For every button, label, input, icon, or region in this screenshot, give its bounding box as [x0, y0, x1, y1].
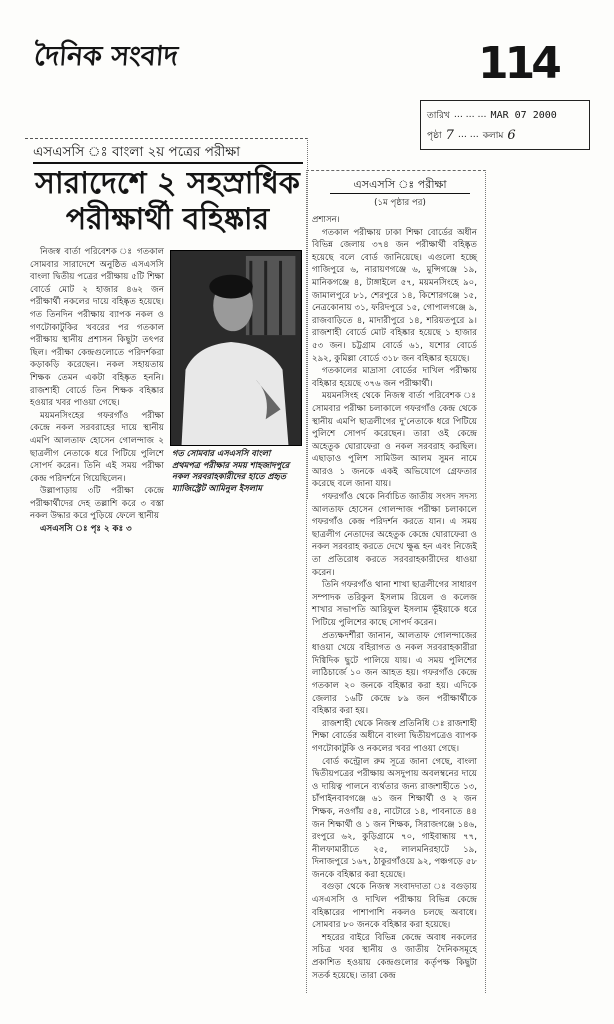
- stamp-page-row: [427, 125, 583, 145]
- headline-line-1: সারাদেশে ২ সহস্রাধিক: [35, 166, 300, 201]
- stamp-date-label: তারিখ: [427, 110, 450, 121]
- paragraph: ময়মনসিংহের গফরগাঁও পরীক্ষা কেন্দ্রে নকল সরবরাহের দায়ে স্থানীয় এমপি আলতাফ হোসেন গোলন্দাজ ২ ছাত্রলীগ নেতাকে ধরে পিটিয়ে পুলিশে সোপর্দ করেন। তিনি এই সময় পরীক্ষা কেন্দ্র পরিদর্শনে গিয়েছিলেন।: [30, 410, 164, 484]
- continuation-note: এসএসসি ঃ পৃঃ ২ কঃ ৩: [40, 524, 132, 535]
- stamp-date-value: MAR 07 2000: [490, 109, 557, 121]
- stamp-column-value: 6: [507, 127, 516, 143]
- right-article-body: [312, 214, 477, 982]
- paragraph: বোর্ড কন্ট্রোল রুম সূত্রে জানা গেছে, বাংলা দ্বিতীয়পত্রের পরীক্ষায় অসদুপায় অবলম্বনের দায়ে ও দায়িত্ব পালনে ব্যর্থতার জন্য রাজশাহীতে ১৩, চাঁপাইনবাবগঞ্জে ৬১ জন শিক্ষার্থী ও ২ জন শিক্ষক, নওগাঁয় ৫৪, নাটোরে ১৪, পাবনাতে ৪৪ জন শিক্ষার্থী ও ১ জন শিক্ষক, সিরাজগঞ্জে ১৪৬, রংপুরে ৬২, কুড়িগ্রামে ৭০, গাইবান্ধায় ৭৭, নীলফামারীতে ২৫, লালমনিরহাটে ১৯, দিনাজপুরে ১৬৭, ঠাকুরগাঁওয়ে ৯২, পঞ্চগড়ে ৫৮ জনকে বহিষ্কার করা হয়েছে।: [312, 756, 477, 880]
- paragraph: গতকাল পরীক্ষায় ঢাকা শিক্ষা বোর্ডের অধীন বিভিন্ন জেলায় ৩৭৪ জন পরীক্ষার্থী বহিষ্কৃত হয়েছে বলে বোর্ড জানিয়েছে। এগুলো হচ্ছে গাজিপুরে ৬, নারায়ণগঞ্জে ৬, মুন্সিগঞ্জে ১৯, মানিকগঞ্জে ৪, টাঙ্গাইলে ৫৭, ময়মনসিংহে ৯০, জামালপুরে ৮১, শেরপুরে ১৪, কিশোরগঞ্জে ১৫, নেত্রকোনায় ৩১, ফরিদপুরে ১৫, গোপালগঞ্জে ৯, রাজবাড়িতে ৪, মাদারীপুরে ১৪, শরিয়তপুরে ৯। রাজশাহী বোর্ডে মোট বহিষ্কার হয়েছে ১ হাজার ৫৩ জন। চট্টগ্রাম বোর্ডে ৬১, যশোর বোর্ডে ২৯২, কুমিল্লা বোর্ডে ৩১৮ জন বহিষ্কার হয়েছে।: [312, 227, 477, 364]
- photo-person-image: [171, 251, 301, 445]
- archive-stamp: [420, 100, 590, 150]
- paragraph: গতকালের মাদ্রাসা বোর্ডের দাখিল পরীক্ষায় বহিষ্কার হয়েছে ৩৭৬ জন পরীক্ষার্থী।: [312, 366, 477, 389]
- paragraph: প্রত্যক্ষদর্শীরা জানান, আলতাফ গোলন্দাজের ধাওয়া খেয়ে বহিরাগত ও নকল সরবরাহকারীরা দিগ্বিদিক ছুটে পালিয়ে যায়। এ সময় পুলিশের লাঠিচার্জে ১০ জন আহত হয়। গফরগাঁও কেন্দ্রে গতকাল ২০ জনকে বহিষ্কার করা হয়। এদিকে জেলার ১৬টি কেন্দ্রে ৮৯ জন পরীক্ষার্থীকে বহিষ্কার করা হয়।: [312, 630, 477, 717]
- stamp-column-label: কলাম: [482, 130, 504, 141]
- right-article-kicker: এসএসসি ঃ পরীক্ষা: [330, 178, 470, 194]
- headline-line-2: পরীক্ষার্থী বহিষ্কার: [65, 202, 270, 237]
- lead-line: প্রশাসন।: [312, 215, 340, 225]
- paragraph: নিজস্ব বার্তা পরিবেশক ঃ গতকাল সোমবার সারাদেশে অনুষ্ঠিত এসএসসি বাংলা দ্বিতীয় পত্রের পরীক্ষায় ৫টি শিক্ষা বোর্ডে মোট ২ হাজার ৪৬২ জন পরীক্ষার্থী নকলের দায়ে বহিষ্কৃত হয়েছে। গত তিনদিন পরীক্ষায় ব্যাপক নকল ও গণটোকাটুকির খবরের পর গতকাল পরীক্ষায় স্থানীয় প্রশাসন কিছুটা তৎপর ছিল। পরীক্ষা কেন্দ্রগুলোতে পরিদর্শকরা কড়াকড়ি করেছেন। নকল সহায়তায় শিক্ষক তেমন একটা বহিষ্কৃত হননি। রাজশাহী বোর্ডে তিন শিক্ষক বহিষ্কার হওয়ার খবর পাওয়া গেছে।: [30, 247, 164, 409]
- paragraph: উল্লাপাড়ায় ৩টি পরীক্ষা কেন্দ্রে পরীক্ষার্থীদের দেহ তল্লাশি করে ৩ বস্তা নকল উদ্ধার করে পুড়িয়ে ফেলে স্থানীয়: [30, 486, 164, 522]
- left-article-body: [30, 246, 164, 536]
- left-article-kicker: এসএসসি ঃ বাংলা ২য় পত্রের পরীক্ষা: [33, 144, 303, 164]
- right-article-subkicker: (১ম পৃষ্ঠার পর): [374, 198, 426, 208]
- paragraph: তিনি গফরগাঁও থানা শাখা ছাত্রলীগের সাধারণ সম্পাদক তরিকুল ইসলাম রিয়েল ও কলেজ শাখার সভাপতি আরিফুল ইসলাম ভূঁইয়াকে ধরে পিটিয়ে পুলিশের কাছে সোপর্দ করেন।: [312, 580, 477, 628]
- paragraph: শহরের বাইরে বিভিন্ন কেন্দ্রে অবাধ নকলের সচিত্র খবর স্থানীয় ও জাতীয় দৈনিকসমূহে প্রকাশিত হওয়ায় কেন্দ্রগুলোর কর্তৃপক্ষ কিছুটা সতর্ক হয়েছে। তারা কেন্দ্র: [312, 932, 477, 981]
- stamp-page-label: পৃষ্ঠা: [427, 130, 442, 141]
- left-article-headline: [30, 166, 305, 238]
- news-photo: [170, 250, 302, 446]
- stamp-dots: … … …: [453, 110, 487, 120]
- stamp-page-value: 7: [445, 127, 454, 143]
- paragraph: গফরগাঁও থেকে নির্বাচিত জাতীয় সংসদ সদস্য আলতাফ হোসেন গোলন্দাজ পরীক্ষা চলাকালে গফরগাঁও কেন্দ্র পরিদর্শন করতে যান। এ সময় ছাত্রলীগ নেতাদের অহেতুক কেন্দ্রে ঘোরাফেরা ও নকল সরবরাহ করতে দেখে ক্ষুব্ধ হন এবং নিজেই তা প্রতিরোধ করতে সরবরাহকারীদের ধাওয়া করেন।: [312, 492, 477, 578]
- stamp-date-row: [427, 105, 583, 125]
- paragraph: বগুড়া থেকে নিজস্ব সংবাদদাতা ঃ বগুড়ায় এসএসসি ও দাখিল পরীক্ষায় বিভিন্ন কেন্দ্রে বহিষ্কারের পাশাপাশি নকলও চলছে অবাধে। সোমবার ৮০ জনকে বহিষ্কার করা হয়েছে।: [312, 882, 477, 931]
- paragraph: রাজশাহী থেকে নিজস্ব প্রতিনিধি ঃ রাজশাহী শিক্ষা বোর্ডের অধীনে বাংলা দ্বিতীয়পত্রেও ব্যাপক গণটোকাটুকি ও নকলের খবর পাওয়া গেছে।: [312, 718, 477, 754]
- handwritten-page-number: 114: [478, 38, 558, 89]
- paragraph: ময়মনসিংহ থেকে নিজস্ব বার্তা পরিবেশক ঃ সোমবার পরীক্ষা চলাকালে গফরগাঁও কেন্দ্র থেকে স্থানীয় এমপি ছাত্রলীগের দু'নেতাকে ধরে পিটিয়ে পুলিশে সোপর্দ করেছেন। তারা ওই কেন্দ্রে অহেতুক ঘোরাফেরা ও নকল সরবরাহ করছিল। এছাড়াও পুলিশ সামিউল আলম সুমন নামে আরও ১ জনকে একই অভিযোগে গ্রেফতার করেছে বলে জানা যায়।: [312, 391, 477, 490]
- newspaper-name: দৈনিক সংবাদ: [33, 41, 179, 72]
- stamp-dots: … …: [457, 130, 479, 140]
- photo-caption: গত সোমবার এসএসসি বাংলা প্রথমপত্র পরীক্ষার সময় শাহজাদপুরে নকল সরবরাহকারীদের হাতে প্রহৃত ম্যাজিস্ট্রেট আমিনুল ইসলাম: [172, 448, 290, 493]
